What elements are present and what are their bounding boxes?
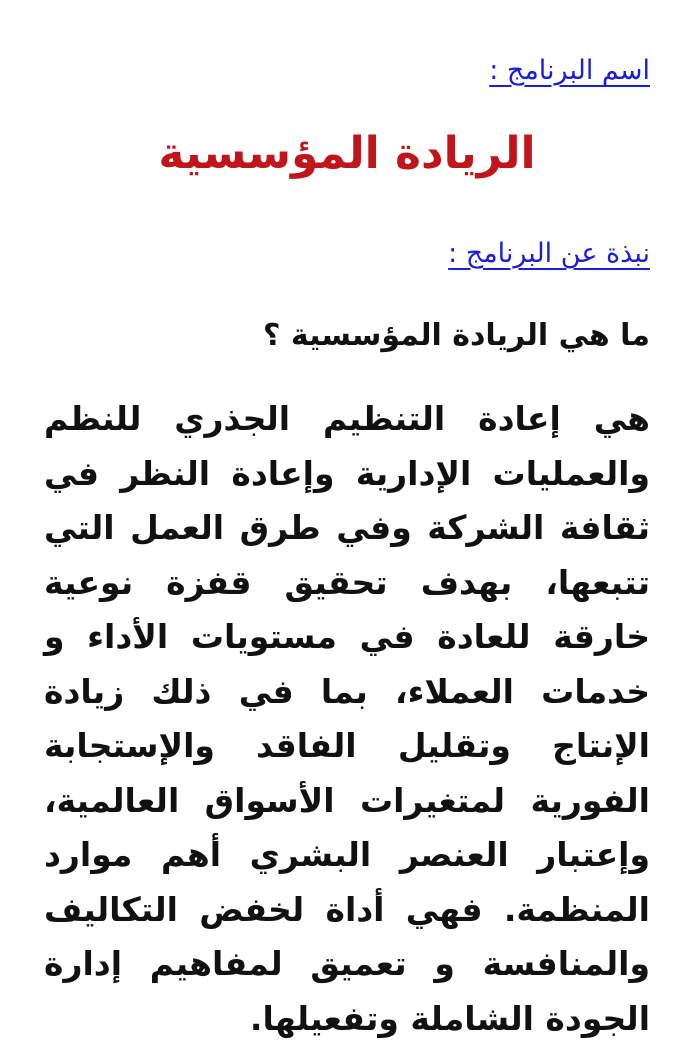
description-paragraph: هي إعادة التنظيم الجذري للنظم والعمليات الإدارية وإعادة النظر في ثقافة الشركة وفي طرق العمل التي تتبعها، بهدف تحقيق قفزة نوعية خارقة للعادة في مستويات الأداء و خدمات العملاء، بما في ذلك زيادة الإنتاج وتقليل الفاقد والإستجابة الفورية لمتغيرات الأسواق العالمية، وإعتبار العنصر البشري أهم موارد المنظمة. فهي أداة لخفض التكاليف والمنافسة و تعميق لمفاهيم إدارة الجودة الشاملة وتفعيلها. (44, 399, 650, 1038)
program-name-link[interactable]: اسم البرنامج : (489, 55, 650, 86)
about-program-link[interactable]: نبذة عن البرنامج : (448, 238, 650, 269)
question-heading: ما هي الريادة المؤسسية ؟ (263, 318, 650, 353)
program-title: الريادة المؤسسية (158, 128, 536, 179)
